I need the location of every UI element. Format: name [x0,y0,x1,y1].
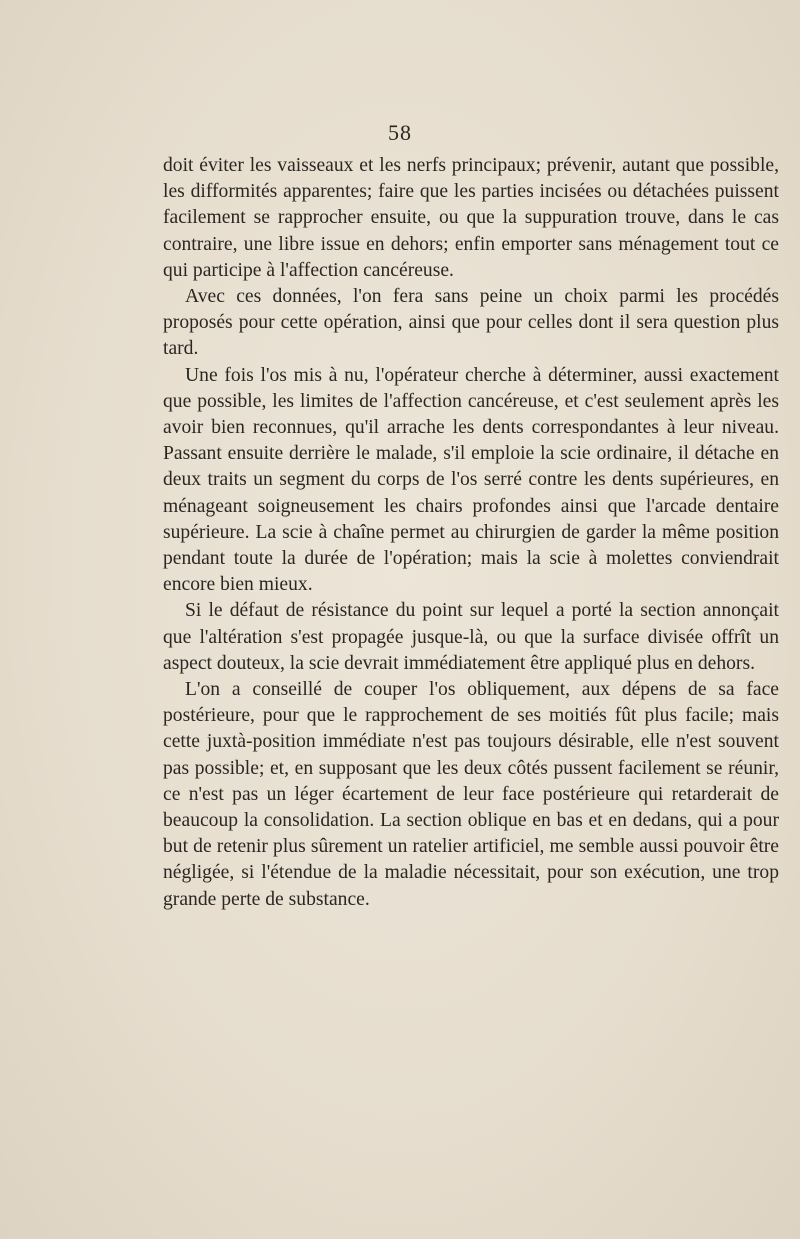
paragraph-2: Avec ces données, l'on fera sans peine un choix parmi les procédés proposés pour cette opération, ainsi que pour celles dont il sera question plus tard. [163,286,779,360]
paragraph-1: doit éviter les vaisseaux et les nerfs principaux; prévenir, autant que possible, les difformités apparentes; faire que les parties incisées ou détachées puissent facilement se rapprocher ensuite, ou que la suppuration trouve, dans le cas contraire, une libre issue en dehors; enfin emporter sans ménagement tout ce qui participe à l'affection cancéreuse. [163,155,779,281]
body-text [163,153,779,913]
page-number: 58 [388,120,412,145]
paragraph-4: Si le défaut de résistance du point sur lequel a porté la section annonçait que l'altération s'est propagée jusque-là, ou que la surface divisée offrît un aspect douteux, la scie devrait immédiatement être appliqué plus en dehors. [163,600,779,674]
paragraph-3: Une fois l'os mis à nu, l'opérateur cherche à déterminer, aussi exactement que possible, les limites de l'affection cancéreuse, et c'est seulement après les avoir bien reconnues, qu'il arrache les dents correspondantes à leur niveau. Passant ensuite derrière le malade, s'il emploie la scie ordinaire, il détache en deux traits un segment du corps de l'os serré contre les dents supérieures, en ménageant soigneusement les chairs profondes ainsi que l'arcade dentaire supérieure. La scie à chaîne permet au chirurgien de garder la même position pendant toute la durée de l'opération; mais la scie à molettes conviendrait encore bien mieux. [163,364,779,596]
paragraph-5: L'on a conseillé de couper l'os obliquement, aux dépens de sa face postérieure, pour que le rapprochement de ses moitiés fût plus facile; mais cette juxtà-position immédiate n'est pas toujours désirable, elle n'est souvent pas possible; et, en supposant que les deux côtés pussent facilement se réunir, ce n'est pas un léger écartement de leur face postérieure qui retarderait de beaucoup la consolidation. La section oblique en bas et en dedans, qui a pour but de retenir plus sûrement un ratelier artificiel, me semble aussi pouvoir être négligée, si l'étendue de la maladie nécessitait, pour son exécution, une trop grande perte de substance. [163,679,779,910]
